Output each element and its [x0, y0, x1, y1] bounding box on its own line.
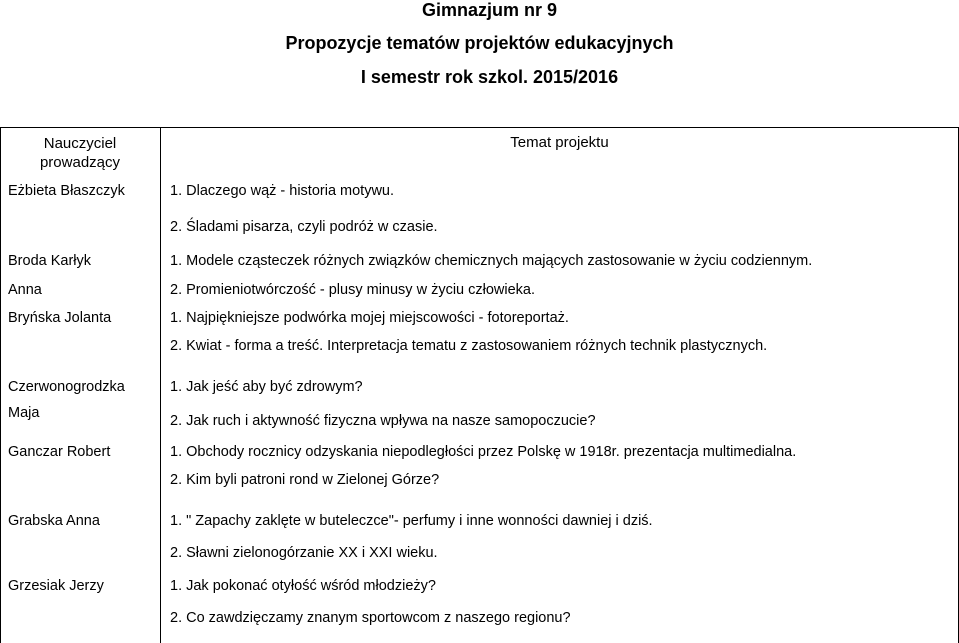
document-title: Propozycje tematów projektów edukacyjnych: [285, 33, 674, 53]
teacher-name: Grzesiak Jerzy: [8, 578, 104, 594]
column-header-topic: Temat projektu: [510, 134, 609, 151]
teacher-name: Maja: [8, 405, 40, 421]
project-topic: 1. Najpiękniejsze podwórka mojej miejscowości - fotoreportaż.: [170, 310, 569, 326]
table-border-left: [0, 127, 1, 643]
teacher-name: Anna: [8, 282, 42, 298]
project-topic: 1. Dlaczego wąż - historia motywu.: [170, 183, 395, 199]
project-topic: 1. Jak pokonać otyłość wśród młodzieży?: [170, 578, 436, 594]
column-header-teacher: [0, 134, 160, 172]
teacher-name: Grabska Anna: [8, 513, 100, 529]
teacher-name: Eżbieta Błaszczyk: [8, 183, 125, 199]
project-topic: 2. Co zawdzięczamy znanym sportowcom z naszego regionu?: [170, 610, 571, 626]
project-topic: 1. Obchody rocznicy odzyskania niepodległości przez Polskę w 1918r. prezentacja multimedialna.: [170, 444, 797, 460]
school-name: Gimnazjum nr 9: [421, 0, 558, 20]
project-topic: 2. Kim byli patroni rond w Zielonej Górze?: [170, 472, 440, 488]
column-header-teacher-line1: Nauczyciel: [43, 135, 117, 152]
project-topic: 2. Śladami pisarza, czyli podróż w czasie.: [170, 219, 438, 235]
project-topic: 2. Jak ruch i aktywność fizyczna wpływa na nasze samopoczucie?: [170, 413, 596, 429]
project-topic: 1. Modele cząsteczek różnych związków chemicznych mających zastosowanie w życiu codziennym.: [170, 253, 813, 269]
project-topic: 2. Kwiat - forma a treść. Interpretacja tematu z zastosowaniem różnych technik plastycznych.: [170, 338, 768, 354]
column-header-teacher-line2: prowadzący: [39, 154, 121, 171]
project-topic: 1. " Zapachy zaklęte w buteleczce"- perfumy i inne wonności dawniej i dziś.: [170, 513, 653, 529]
teacher-name: Ganczar Robert: [8, 444, 111, 460]
project-topic: 2. Sławni zielonogórzanie XX i XXI wieku.: [170, 545, 438, 561]
teacher-name: Bryńska Jolanta: [8, 310, 112, 326]
semester-line: I semestr rok szkol. 2015/2016: [360, 67, 619, 87]
table-border-top: [0, 127, 959, 128]
project-topic: 2. Promieniotwórczość - plusy minusy w życiu człowieka.: [170, 282, 536, 298]
teacher-name: Czerwonogrodzka: [8, 379, 125, 395]
teacher-name: Broda Karłyk: [8, 253, 92, 269]
table-column-divider: [160, 127, 161, 643]
project-topic: 1. Jak jeść aby być zdrowym?: [170, 379, 363, 395]
